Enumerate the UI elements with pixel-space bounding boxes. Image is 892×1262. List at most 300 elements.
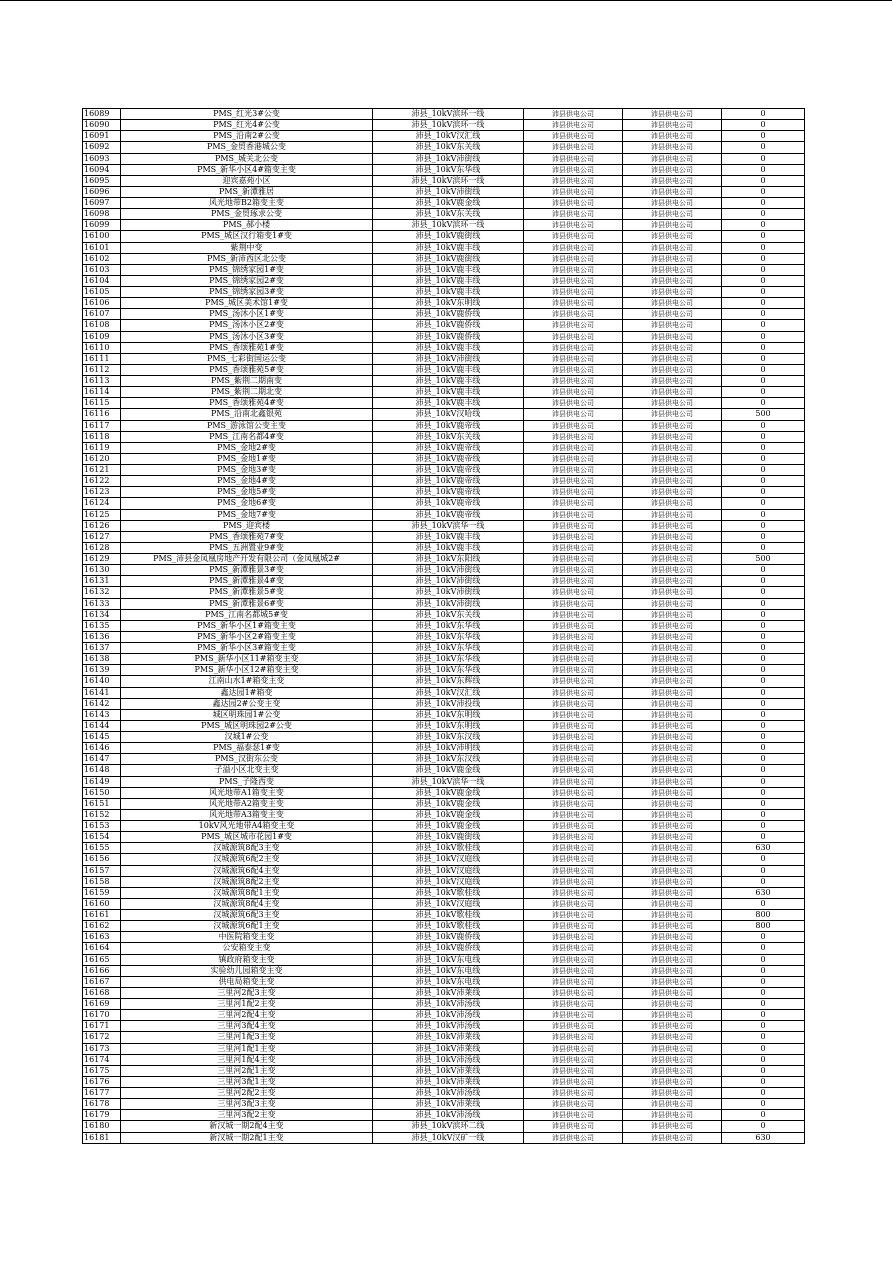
- cell-transformer-name: 新汉城一期2配4主变: [121, 1121, 373, 1132]
- cell-row-id: 16132: [83, 587, 121, 598]
- cell-management-company: 沛县供电公司: [623, 554, 722, 565]
- cell-feeder-line: 沛县_10kV鹿帝线: [373, 476, 524, 487]
- cell-capacity: 0: [722, 431, 805, 442]
- cell-feeder-line: 沛县_10kV东汉线: [373, 732, 524, 743]
- cell-transformer-name: 汉城源筑8配3主变: [121, 843, 373, 854]
- cell-row-id: 16158: [83, 876, 121, 887]
- cell-management-company: 沛县供电公司: [623, 387, 722, 398]
- cell-management-company: 沛县供电公司: [623, 476, 722, 487]
- cell-supply-company: 沛县供电公司: [524, 1054, 623, 1065]
- cell-supply-company: 沛县供电公司: [524, 809, 623, 820]
- table-row: [83, 131, 805, 142]
- cell-management-company: 沛县供电公司: [623, 1088, 722, 1099]
- cell-supply-company: 沛县供电公司: [524, 776, 623, 787]
- cell-feeder-line: 沛县_10kV东汉线: [373, 754, 524, 765]
- cell-management-company: 沛县供电公司: [623, 576, 722, 587]
- cell-feeder-line: 沛县_10kV滨环二线: [373, 1121, 524, 1132]
- cell-capacity: 0: [722, 353, 805, 364]
- cell-capacity: 0: [722, 732, 805, 743]
- cell-feeder-line: 沛县_10kV鹿金线: [373, 198, 524, 209]
- table-row: [83, 965, 805, 976]
- cell-management-company: 沛县供电公司: [623, 531, 722, 542]
- table-row: [83, 376, 805, 387]
- cell-management-company: 沛县供电公司: [623, 376, 722, 387]
- cell-row-id: 16112: [83, 364, 121, 375]
- cell-management-company: 沛县供电公司: [623, 887, 722, 898]
- table-row: [83, 687, 805, 698]
- cell-management-company: 沛县供电公司: [623, 843, 722, 854]
- cell-feeder-line: 沛县_10kV鹿街线: [373, 832, 524, 843]
- cell-transformer-name: 紫荆中变: [121, 242, 373, 253]
- cell-supply-company: 沛县供电公司: [524, 631, 623, 642]
- cell-capacity: 0: [722, 531, 805, 542]
- cell-capacity: 0: [722, 298, 805, 309]
- cell-supply-company: 沛县供电公司: [524, 353, 623, 364]
- cell-transformer-name: PMS_汉街东公变: [121, 754, 373, 765]
- cell-capacity: 0: [722, 387, 805, 398]
- cell-supply-company: 沛县供电公司: [524, 498, 623, 509]
- table-row: [83, 987, 805, 998]
- cell-management-company: 沛县供电公司: [623, 353, 722, 364]
- cell-management-company: 沛县供电公司: [623, 965, 722, 976]
- cell-feeder-line: 沛县_10kV沛莱线: [373, 1099, 524, 1110]
- cell-supply-company: 沛县供电公司: [524, 598, 623, 609]
- cell-feeder-line: 沛县_10kV东华线: [373, 164, 524, 175]
- table-row: [83, 1110, 805, 1121]
- cell-management-company: 沛县供电公司: [623, 943, 722, 954]
- cell-capacity: 0: [722, 275, 805, 286]
- cell-row-id: 16157: [83, 865, 121, 876]
- cell-feeder-line: 沛县_10kV滨环一线: [373, 220, 524, 231]
- table-row: [83, 487, 805, 498]
- cell-management-company: 沛县供电公司: [623, 398, 722, 409]
- cell-row-id: 16109: [83, 331, 121, 342]
- table-row: [83, 420, 805, 431]
- cell-feeder-line: 沛县_10kV沛街线: [373, 587, 524, 598]
- cell-feeder-line: 沛县_10kV沛明线: [373, 743, 524, 754]
- cell-feeder-line: 沛县_10kV鹿侨线: [373, 932, 524, 943]
- table-row: [83, 709, 805, 720]
- cell-feeder-line: 沛县_10kV歌桂线: [373, 921, 524, 932]
- table-row: [83, 476, 805, 487]
- cell-transformer-name: 汉城1#公变: [121, 732, 373, 743]
- cell-management-company: 沛县供电公司: [623, 1099, 722, 1110]
- cell-supply-company: 沛县供电公司: [524, 732, 623, 743]
- cell-supply-company: 沛县供电公司: [524, 220, 623, 231]
- cell-feeder-line: 沛县_10kV鹿丰线: [373, 542, 524, 553]
- cell-transformer-name: 鑫达园2#公变主变: [121, 698, 373, 709]
- cell-row-id: 16111: [83, 353, 121, 364]
- cell-row-id: 16164: [83, 943, 121, 954]
- cell-feeder-line: 沛县_10kV鹿丰线: [373, 264, 524, 275]
- cell-row-id: 16137: [83, 643, 121, 654]
- cell-supply-company: 沛县供电公司: [524, 976, 623, 987]
- cell-capacity: 0: [722, 643, 805, 654]
- cell-capacity: 0: [722, 598, 805, 609]
- cell-capacity: 0: [722, 720, 805, 731]
- cell-capacity: 0: [722, 943, 805, 954]
- cell-management-company: 沛县供电公司: [623, 209, 722, 220]
- cell-supply-company: 沛县供电公司: [524, 331, 623, 342]
- cell-feeder-line: 沛县_10kV沛汤线: [373, 1010, 524, 1021]
- cell-supply-company: 沛县供电公司: [524, 999, 623, 1010]
- cell-transformer-name: 汉城源筑8配1主变: [121, 887, 373, 898]
- cell-feeder-line: 沛县_10kV东关线: [373, 431, 524, 442]
- cell-row-id: 16103: [83, 264, 121, 275]
- cell-supply-company: 沛县供电公司: [524, 565, 623, 576]
- table-row: [83, 720, 805, 731]
- cell-transformer-name: 三里河1配3主变: [121, 1032, 373, 1043]
- cell-transformer-name: 汉城源筑6配2主变: [121, 854, 373, 865]
- cell-management-company: 沛县供电公司: [623, 231, 722, 242]
- cell-management-company: 沛县供电公司: [623, 620, 722, 631]
- cell-supply-company: 沛县供电公司: [524, 1021, 623, 1032]
- cell-row-id: 16151: [83, 798, 121, 809]
- table-row: [83, 921, 805, 932]
- table-row: [83, 598, 805, 609]
- table-row: [83, 631, 805, 642]
- cell-capacity: 0: [722, 1099, 805, 1110]
- cell-capacity: 0: [722, 120, 805, 131]
- cell-transformer-name: 风光地带A2箱变主变: [121, 798, 373, 809]
- cell-management-company: 沛县供电公司: [623, 720, 722, 731]
- cell-transformer-name: PMS_郝小楼: [121, 220, 373, 231]
- cell-feeder-line: 沛县_10kV东华线: [373, 643, 524, 654]
- table-row: [83, 587, 805, 598]
- cell-management-company: 沛县供电公司: [623, 409, 722, 420]
- cell-capacity: 0: [722, 832, 805, 843]
- cell-supply-company: 沛县供电公司: [524, 209, 623, 220]
- cell-supply-company: 沛县供电公司: [524, 453, 623, 464]
- cell-management-company: 沛县供电公司: [623, 643, 722, 654]
- cell-row-id: 16114: [83, 387, 121, 398]
- cell-feeder-line: 沛县_10kV沛街线: [373, 576, 524, 587]
- cell-feeder-line: 沛县_10kV沛街线: [373, 565, 524, 576]
- table-row: [83, 209, 805, 220]
- cell-transformer-name: PMS_金地6#变: [121, 498, 373, 509]
- cell-management-company: 沛县供电公司: [623, 431, 722, 442]
- cell-capacity: 0: [722, 342, 805, 353]
- cell-capacity: 0: [722, 242, 805, 253]
- cell-supply-company: 沛县供电公司: [524, 364, 623, 375]
- cell-transformer-name: PMS_新潭雅居: [121, 186, 373, 197]
- table-row: [83, 676, 805, 687]
- cell-row-id: 16156: [83, 854, 121, 865]
- table-row: [83, 1021, 805, 1032]
- table-row: [83, 431, 805, 442]
- cell-management-company: 沛县供电公司: [623, 865, 722, 876]
- cell-management-company: 沛县供电公司: [623, 465, 722, 476]
- cell-row-id: 16147: [83, 754, 121, 765]
- cell-row-id: 16126: [83, 520, 121, 531]
- cell-feeder-line: 沛县_10kV沛汤线: [373, 999, 524, 1010]
- table-row: [83, 565, 805, 576]
- cell-management-company: 沛县供电公司: [623, 798, 722, 809]
- cell-capacity: 0: [722, 1043, 805, 1054]
- cell-supply-company: 沛县供电公司: [524, 264, 623, 275]
- cell-management-company: 沛县供电公司: [623, 1032, 722, 1043]
- cell-management-company: 沛县供电公司: [623, 298, 722, 309]
- table-row: [83, 264, 805, 275]
- cell-row-id: 16146: [83, 743, 121, 754]
- cell-management-company: 沛县供电公司: [623, 821, 722, 832]
- cell-feeder-line: 沛县_10kV汉汇线: [373, 131, 524, 142]
- cell-row-id: 16128: [83, 542, 121, 553]
- cell-management-company: 沛县供电公司: [623, 242, 722, 253]
- table-row: [83, 776, 805, 787]
- table-row: [83, 175, 805, 186]
- table-row: [83, 509, 805, 520]
- cell-feeder-line: 沛县_10kV东电线: [373, 976, 524, 987]
- cell-management-company: 沛县供电公司: [623, 809, 722, 820]
- cell-row-id: 16105: [83, 287, 121, 298]
- cell-capacity: 0: [722, 665, 805, 676]
- cell-management-company: 沛县供电公司: [623, 420, 722, 431]
- cell-row-id: 16150: [83, 787, 121, 798]
- cell-management-company: 沛县供电公司: [623, 253, 722, 264]
- cell-feeder-line: 沛县_10kV汉庭线: [373, 865, 524, 876]
- cell-row-id: 16107: [83, 309, 121, 320]
- table-row: [83, 1121, 805, 1132]
- cell-row-id: 16155: [83, 843, 121, 854]
- cell-feeder-line: 沛县_10kV鹿金线: [373, 787, 524, 798]
- cell-feeder-line: 沛县_10kV滨环一线: [373, 175, 524, 186]
- cell-capacity: 0: [722, 465, 805, 476]
- cell-transformer-name: PMS_锦绣家园2#变: [121, 275, 373, 286]
- cell-transformer-name: PMS_七彩街国运公变: [121, 353, 373, 364]
- table-row: [83, 1088, 805, 1099]
- cell-capacity: 0: [722, 765, 805, 776]
- cell-management-company: 沛县供电公司: [623, 509, 722, 520]
- cell-capacity: 0: [722, 865, 805, 876]
- cell-supply-company: 沛县供电公司: [524, 620, 623, 631]
- cell-row-id: 16136: [83, 631, 121, 642]
- table-row: [83, 765, 805, 776]
- cell-transformer-name: 镇政府箱变主变: [121, 954, 373, 965]
- cell-management-company: 沛县供电公司: [623, 787, 722, 798]
- cell-feeder-line: 沛县_10kV鹿丰线: [373, 242, 524, 253]
- cell-feeder-line: 沛县_10kV东华线: [373, 631, 524, 642]
- cell-transformer-name: 汉城源筑8配2主变: [121, 876, 373, 887]
- cell-transformer-name: PMS_香颂雅苑7#变: [121, 531, 373, 542]
- cell-transformer-name: 三里河3配4主变: [121, 1021, 373, 1032]
- cell-feeder-line: 沛县_10kV滨环一线: [373, 120, 524, 131]
- cell-row-id: 16149: [83, 776, 121, 787]
- cell-transformer-name: 三里河3配1主变: [121, 1076, 373, 1087]
- cell-transformer-name: PMS_红光3#公变: [121, 109, 373, 120]
- table-row: [83, 999, 805, 1010]
- cell-management-company: 沛县供电公司: [623, 709, 722, 720]
- cell-management-company: 沛县供电公司: [623, 754, 722, 765]
- cell-supply-company: 沛县供电公司: [524, 231, 623, 242]
- cell-transformer-name: PMS_福泰瑟1#变: [121, 743, 373, 754]
- cell-feeder-line: 沛县_10kV鹿丰线: [373, 287, 524, 298]
- cell-supply-company: 沛县供电公司: [524, 654, 623, 665]
- cell-row-id: 16125: [83, 509, 121, 520]
- cell-transformer-name: PMS_金地1#变: [121, 453, 373, 464]
- cell-capacity: 0: [722, 965, 805, 976]
- cell-capacity: 0: [722, 698, 805, 709]
- cell-feeder-line: 沛县_10kV东明线: [373, 298, 524, 309]
- cell-management-company: 沛县供电公司: [623, 342, 722, 353]
- cell-transformer-name: PMS_汤沐小区1#变: [121, 309, 373, 320]
- cell-capacity: 0: [722, 999, 805, 1010]
- cell-supply-company: 沛县供电公司: [524, 153, 623, 164]
- cell-capacity: 500: [722, 409, 805, 420]
- cell-row-id: 16102: [83, 253, 121, 264]
- cell-capacity: 0: [722, 376, 805, 387]
- cell-transformer-name: 三里河2配4主变: [121, 1010, 373, 1021]
- cell-feeder-line: 沛县_10kV鹿丰线: [373, 387, 524, 398]
- cell-capacity: 0: [722, 1010, 805, 1021]
- cell-management-company: 沛县供电公司: [623, 932, 722, 943]
- cell-capacity: 0: [722, 487, 805, 498]
- cell-capacity: 0: [722, 320, 805, 331]
- cell-management-company: 沛县供电公司: [623, 175, 722, 186]
- cell-transformer-name: 中医院箱变主变: [121, 932, 373, 943]
- cell-row-id: 16115: [83, 398, 121, 409]
- cell-row-id: 16141: [83, 687, 121, 698]
- cell-feeder-line: 沛县_10kV鹿丰线: [373, 531, 524, 542]
- cell-supply-company: 沛县供电公司: [524, 1076, 623, 1087]
- cell-management-company: 沛县供电公司: [623, 654, 722, 665]
- cell-transformer-name: PMS_沿南2#公变: [121, 131, 373, 142]
- cell-feeder-line: 沛县_10kV东电线: [373, 965, 524, 976]
- cell-transformer-name: PMS_金地5#变: [121, 487, 373, 498]
- cell-supply-company: 沛县供电公司: [524, 698, 623, 709]
- cell-feeder-line: 沛县_10kV滨华一线: [373, 520, 524, 531]
- table-row: [83, 1065, 805, 1076]
- cell-feeder-line: 沛县_10kV鹿侨线: [373, 320, 524, 331]
- cell-row-id: 16130: [83, 565, 121, 576]
- cell-capacity: 800: [722, 910, 805, 921]
- cell-transformer-name: 三里河2配1主变: [121, 1065, 373, 1076]
- cell-row-id: 16153: [83, 821, 121, 832]
- cell-row-id: 16167: [83, 976, 121, 987]
- table-row: [83, 153, 805, 164]
- cell-row-id: 16106: [83, 298, 121, 309]
- cell-row-id: 16166: [83, 965, 121, 976]
- table-row: [83, 275, 805, 286]
- cell-supply-company: 沛县供电公司: [524, 342, 623, 353]
- cell-management-company: 沛县供电公司: [623, 999, 722, 1010]
- table-row: [83, 109, 805, 120]
- cell-transformer-name: 10kV风光地带A4箱变主变: [121, 821, 373, 832]
- cell-feeder-line: 沛县_10kV鹿丰线: [373, 364, 524, 375]
- cell-transformer-name: PMS_新华小区12#箱变主变: [121, 665, 373, 676]
- cell-supply-company: 沛县供电公司: [524, 420, 623, 431]
- cell-supply-company: 沛县供电公司: [524, 164, 623, 175]
- cell-feeder-line: 沛县_10kV鹿帝线: [373, 453, 524, 464]
- cell-management-company: 沛县供电公司: [623, 732, 722, 743]
- cell-feeder-line: 沛县_10kV鹿帝线: [373, 420, 524, 431]
- cell-supply-company: 沛县供电公司: [524, 754, 623, 765]
- cell-management-company: 沛县供电公司: [623, 198, 722, 209]
- table-row: [83, 1010, 805, 1021]
- cell-transformer-name: 三里河3配2主变: [121, 1110, 373, 1121]
- cell-supply-company: 沛县供电公司: [524, 921, 623, 932]
- cell-capacity: 0: [722, 743, 805, 754]
- table-row: [83, 164, 805, 175]
- cell-feeder-line: 沛县_10kV沛街线: [373, 186, 524, 197]
- cell-management-company: 沛县供电公司: [623, 743, 722, 754]
- cell-management-company: 沛县供电公司: [623, 609, 722, 620]
- cell-feeder-line: 沛县_10kV东辉线: [373, 676, 524, 687]
- cell-row-id: 16094: [83, 164, 121, 175]
- cell-capacity: 0: [722, 131, 805, 142]
- cell-management-company: 沛县供电公司: [623, 910, 722, 921]
- cell-transformer-name: 风光地带A1箱变主变: [121, 787, 373, 798]
- cell-row-id: 16145: [83, 732, 121, 743]
- table-row: [83, 620, 805, 631]
- table-body: [83, 109, 805, 1144]
- cell-row-id: 16148: [83, 765, 121, 776]
- cell-supply-company: 沛县供电公司: [524, 1121, 623, 1132]
- cell-row-id: 16134: [83, 609, 121, 620]
- cell-feeder-line: 沛县_10kV沛莱线: [373, 987, 524, 998]
- cell-management-company: 沛县供电公司: [623, 275, 722, 286]
- cell-row-id: 16110: [83, 342, 121, 353]
- cell-transformer-name: PMS_五洲置业9#变: [121, 542, 373, 553]
- cell-supply-company: 沛县供电公司: [524, 253, 623, 264]
- cell-transformer-name: PMS_香颂雅苑5#变: [121, 364, 373, 375]
- cell-capacity: 0: [722, 498, 805, 509]
- cell-supply-company: 沛县供电公司: [524, 987, 623, 998]
- cell-row-id: 16104: [83, 275, 121, 286]
- cell-supply-company: 沛县供电公司: [524, 832, 623, 843]
- cell-management-company: 沛县供电公司: [623, 1021, 722, 1032]
- cell-supply-company: 沛县供电公司: [524, 275, 623, 286]
- cell-supply-company: 沛县供电公司: [524, 320, 623, 331]
- cell-management-company: 沛县供电公司: [623, 220, 722, 231]
- table-row: [83, 876, 805, 887]
- cell-capacity: 0: [722, 442, 805, 453]
- cell-supply-company: 沛县供电公司: [524, 542, 623, 553]
- cell-row-id: 16120: [83, 453, 121, 464]
- table-row: [83, 398, 805, 409]
- cell-feeder-line: 沛县_10kV东明线: [373, 709, 524, 720]
- cell-transformer-name: PMS_锦绣家园3#变: [121, 287, 373, 298]
- table-row: [83, 887, 805, 898]
- cell-transformer-name: 汉城源筑6配3主变: [121, 910, 373, 921]
- cell-capacity: 0: [722, 309, 805, 320]
- cell-transformer-name: PMS_锦绣家园1#变: [121, 264, 373, 275]
- table-row: [83, 832, 805, 843]
- cell-row-id: 16181: [83, 1132, 121, 1143]
- cell-supply-company: 沛县供电公司: [524, 131, 623, 142]
- table-row: [83, 1043, 805, 1054]
- table-row: [83, 554, 805, 565]
- cell-supply-company: 沛县供电公司: [524, 520, 623, 531]
- cell-row-id: 16108: [83, 320, 121, 331]
- table-row: [83, 654, 805, 665]
- cell-capacity: 0: [722, 620, 805, 631]
- cell-supply-company: 沛县供电公司: [524, 376, 623, 387]
- cell-transformer-name: 风光地带A3箱变主变: [121, 809, 373, 820]
- cell-row-id: 16165: [83, 954, 121, 965]
- cell-transformer-name: 汉城源筑8配4主变: [121, 898, 373, 909]
- cell-capacity: 0: [722, 709, 805, 720]
- cell-feeder-line: 沛县_10kV鹿帝线: [373, 487, 524, 498]
- cell-capacity: 0: [722, 565, 805, 576]
- cell-row-id: 16095: [83, 175, 121, 186]
- cell-capacity: 630: [722, 887, 805, 898]
- cell-feeder-line: 沛县_10kV汉汇线: [373, 687, 524, 698]
- cell-supply-company: 沛县供电公司: [524, 431, 623, 442]
- cell-management-company: 沛县供电公司: [623, 109, 722, 120]
- cell-transformer-name: PMS_金地4#变: [121, 476, 373, 487]
- cell-transformer-name: 汉城源筑6配1主变: [121, 921, 373, 932]
